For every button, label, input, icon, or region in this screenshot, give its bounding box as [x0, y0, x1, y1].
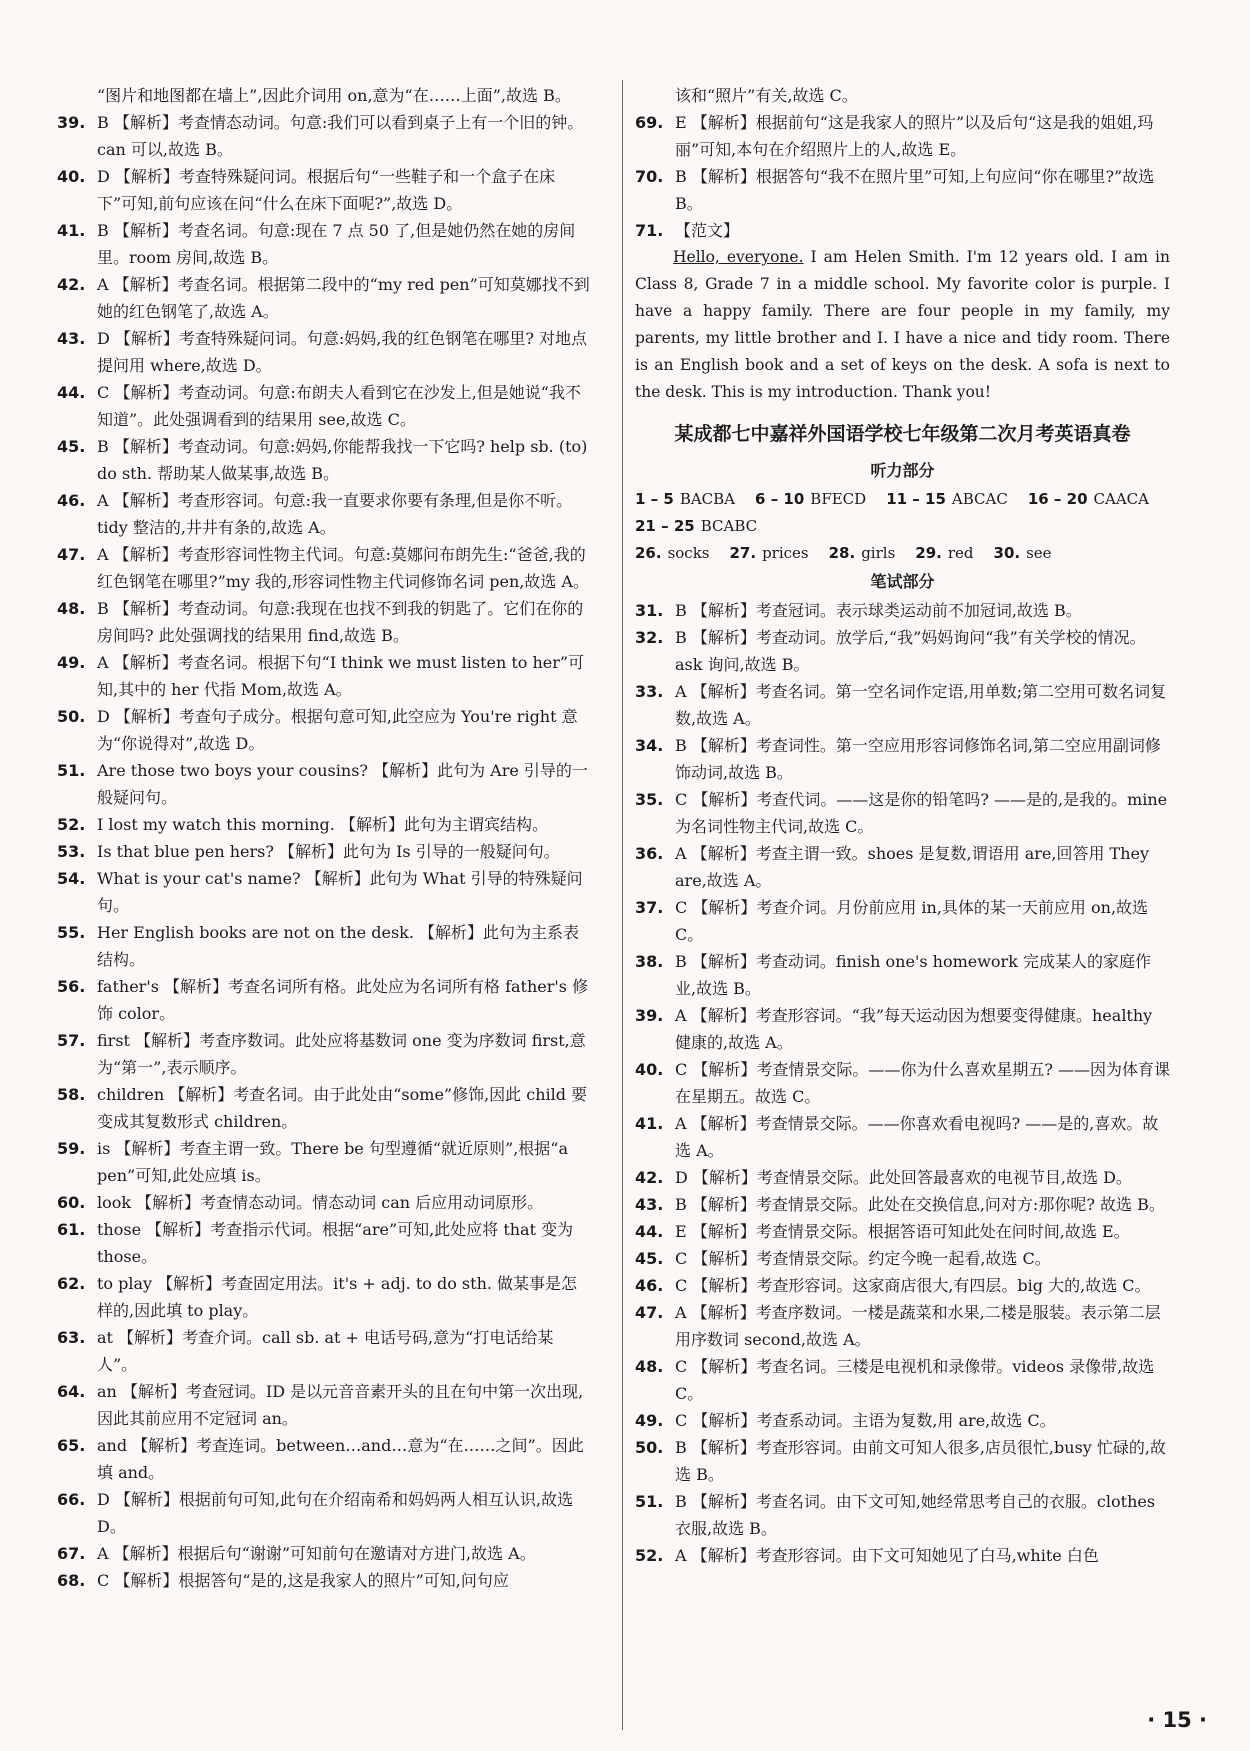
question-number: 63. [57, 1328, 86, 1347]
question-number: 37. [635, 898, 664, 917]
question-number: 64. [57, 1382, 86, 1401]
answer-text: B 【解析】考查名词。句意:现在 7 点 50 了,但是她仍然在她的房间里。room 房间,故选 B。 [97, 221, 576, 267]
answer-text: an 【解析】考查冠词。ID 是以元音音素开头的且在句中第一次出现,因此其前应用不定冠词 an。 [97, 1382, 584, 1428]
answer-value: CAACA [1093, 490, 1149, 508]
question-number: 40. [57, 167, 86, 186]
answer-entry [635, 678, 1170, 732]
question-number: 52. [635, 1546, 664, 1565]
question-number: 33. [635, 682, 664, 701]
answer-entry [57, 1540, 592, 1567]
answer-entry [57, 487, 592, 541]
left-entry-list [57, 109, 592, 1594]
answer-text: D 【解析】根据前句可知,此句在介绍南希和妈妈两人相互认识,故选 D。 [97, 1490, 574, 1536]
answer-entry [57, 1189, 592, 1216]
question-number: 42. [635, 1168, 664, 1187]
answer-entry [57, 1270, 592, 1324]
question-number: 39. [635, 1006, 664, 1025]
answer-entry [635, 894, 1170, 948]
answer-entry [57, 433, 592, 487]
answer-text: at 【解析】考查介词。call sb. at + 电话号码,意为“打电话给某人”。 [97, 1328, 554, 1374]
answer-entry [57, 325, 592, 379]
answer-entry [635, 1002, 1170, 1056]
answer-text: E 【解析】考查情景交际。根据答语可知此处在问时间,故选 E。 [675, 1222, 1130, 1241]
answer-range: 11 – 15 [886, 490, 946, 508]
answer-range: 21 – 25 [635, 517, 695, 535]
question-number: 51. [635, 1492, 664, 1511]
question-number: 41. [635, 1114, 664, 1133]
answer-text: Are those two boys your cousins? 【解析】此句为 Are 引导的一般疑问句。 [97, 761, 588, 807]
answer-text: C 【解析】根据答句“是的,这是我家人的照片”可知,问句应 [97, 1571, 509, 1590]
listening-words-row [635, 540, 1170, 567]
answer-entry [635, 1407, 1170, 1434]
answer-value: girls [861, 544, 896, 562]
answer-text: A 【解析】考查形容词。句意:我一直要求你要有条理,但是你不听。tidy 整洁的,井井有条的,故选 A。 [97, 491, 573, 537]
listening-answers-row-1 [635, 486, 1170, 513]
question-number: 49. [635, 1411, 664, 1430]
answer-text: B 【解析】考查情景交际。此处在交换信息,问对方:那你呢? 故选 B。 [675, 1195, 1165, 1214]
answer-entry [57, 379, 592, 433]
answer-entry [635, 217, 1170, 244]
answer-entry [635, 840, 1170, 894]
answer-range: 16 – 20 [1027, 490, 1088, 508]
answer-entry [57, 1378, 592, 1432]
answer-entry [635, 1245, 1170, 1272]
answer-text: to play 【解析】考查固定用法。it's + adj. to do sth. 做某事是怎样的,因此填 to play。 [97, 1274, 578, 1320]
question-number: 46. [57, 491, 86, 510]
question-number: 36. [635, 844, 664, 863]
answer-text: A 【解析】考查名词。根据第二段中的“my red pen”可知莫娜找不到她的红色钢笔了,故选 A。 [97, 275, 590, 321]
answer-text: B 【解析】考查动词。句意:我现在也找不到我的钥匙了。它们在你的房间吗? 此处强调找的结果用 find,故选 B。 [97, 599, 584, 645]
answer-text: B 【解析】考查动词。放学后,“我”妈妈询问“我”有关学校的情况。ask 询问,故选 B。 [675, 628, 1146, 674]
answer-range: 29. [915, 544, 942, 562]
answer-text: D 【解析】考查特殊疑问词。根据后句“一些鞋子和一个盒子在床下”可知,前句应该在问“什么在床下面呢?”,故选 D。 [97, 167, 556, 213]
question-number: 70. [635, 167, 664, 186]
answer-text: C 【解析】考查动词。句意:布朗夫人看到它在沙发上,但是她说“我不知道”。此处强调看到的结果用 see,故选 C。 [97, 383, 581, 429]
question-number: 71. [635, 221, 664, 240]
answer-entry [57, 973, 592, 1027]
question-number: 59. [57, 1139, 86, 1158]
listening-answers-row-2 [635, 513, 1170, 540]
question-number: 40. [635, 1060, 664, 1079]
question-number: 65. [57, 1436, 86, 1455]
question-number: 47. [57, 545, 86, 564]
answer-text: B 【解析】根据答句“我不在照片里”可知,上句应问“你在哪里?”故选 B。 [675, 167, 1155, 213]
answer-value: BACBA [679, 490, 736, 508]
answer-value: socks [667, 544, 710, 562]
question-number: 44. [57, 383, 86, 402]
continuation-text-body: 该和“照片”有关,故选 C。 [675, 86, 858, 105]
answer-entry [57, 1432, 592, 1486]
continuation-text [635, 82, 1170, 109]
answer-text: C 【解析】考查名词。三楼是电视机和录像带。videos 录像带,故选 C。 [675, 1357, 1155, 1403]
question-number: 53. [57, 842, 86, 861]
question-number: 57. [57, 1031, 86, 1050]
question-number: 44. [635, 1222, 664, 1241]
answer-entry [635, 1542, 1170, 1569]
question-number: 67. [57, 1544, 86, 1563]
essay-opening: Hello, everyone. [673, 248, 804, 266]
answer-text: What is your cat's name? 【解析】此句为 What 引导的特殊疑问句。 [97, 869, 583, 915]
answer-text: 【范文】 [675, 221, 740, 240]
answer-text: C 【解析】考查情景交际。——你为什么喜欢星期五? ——因为体育课在星期五。故选 C。 [675, 1060, 1170, 1106]
answer-text: Her English books are not on the desk. 【解析】此句为主系表结构。 [97, 923, 580, 969]
answer-text: D 【解析】考查特殊疑问词。句意:妈妈,我的红色钢笔在哪里? 对地点提问用 where,故选 D。 [97, 329, 588, 375]
continuation-text-body: “图片和地图都在墙上”,因此介词用 on,意为“在……上面”,故选 B。 [97, 86, 571, 105]
answer-entry [635, 597, 1170, 624]
page-number: · 15 · [1147, 1708, 1207, 1732]
column-divider [622, 80, 623, 1730]
answer-entry [57, 109, 592, 163]
right-entry-list-a [635, 109, 1170, 244]
question-number: 48. [57, 599, 86, 618]
answer-text: A 【解析】考查序数词。一楼是蔬菜和水果,二楼是服装。表示第二层用序数词 second,故选 A。 [675, 1303, 1161, 1349]
answer-entry [635, 1353, 1170, 1407]
answer-entry [57, 271, 592, 325]
model-essay [635, 244, 1170, 406]
question-number: 62. [57, 1274, 86, 1293]
answer-text: C 【解析】考查形容词。这家商店很大,有四层。big 大的,故选 C。 [675, 1276, 1151, 1295]
answer-entry [57, 1486, 592, 1540]
question-number: 42. [57, 275, 86, 294]
answer-entry [57, 757, 592, 811]
answer-value: BFECD [810, 490, 867, 508]
question-number: 66. [57, 1490, 86, 1509]
question-number: 69. [635, 113, 664, 132]
answer-text: first 【解析】考查序数词。此处应将基数词 one 变为序数词 first,意为“第一”,表示顺序。 [97, 1031, 586, 1077]
answer-range: 30. [993, 544, 1021, 562]
listening-title: 听力部分 [870, 461, 935, 480]
question-number: 32. [635, 628, 664, 647]
question-number: 50. [57, 707, 86, 726]
answer-text: children 【解析】考查名词。由于此处由“some”修饰,因此 child 要变成其复数形式 children。 [97, 1085, 588, 1131]
question-number: 45. [57, 437, 86, 456]
answer-text: C 【解析】考查代词。——这是你的铅笔吗? ——是的,是我的。mine 为名词性物主代词,故选 C。 [675, 790, 1168, 836]
answer-text: C 【解析】考查系动词。主语为复数,用 are,故选 C。 [675, 1411, 1056, 1430]
answer-text: A 【解析】考查名词。第一空名词作定语,用单数;第二空用可数名词复数,故选 A。 [675, 682, 1167, 728]
answer-entry [635, 1218, 1170, 1245]
answer-text: A 【解析】考查名词。根据下句“I think we must listen to her”可知,其中的 her 代指 Mom,故选 A。 [97, 653, 585, 699]
answer-value: ABCAC [951, 490, 1008, 508]
answer-entry [635, 1191, 1170, 1218]
answer-entry [57, 217, 592, 271]
answer-entry [57, 1081, 592, 1135]
written-title: 笔试部分 [870, 572, 935, 591]
question-number: 34. [635, 736, 664, 755]
answer-range: 27. [729, 544, 757, 562]
answer-entry [57, 1567, 592, 1594]
answer-entry [57, 1216, 592, 1270]
answer-text: is 【解析】考查主谓一致。There be 句型遵循“就近原则”,根据“a pen”可知,此处应填 is。 [97, 1139, 569, 1185]
answer-text: father's 【解析】考查名词所有格。此处应为名词所有格 father's 修饰 color。 [97, 977, 589, 1023]
question-number: 39. [57, 113, 86, 132]
continuation-text [57, 82, 592, 109]
answer-entry [635, 624, 1170, 678]
answer-text: A 【解析】考查主谓一致。shoes 是复数,谓语用 are,回答用 They are,故选 A。 [675, 844, 1150, 890]
answer-text: A 【解析】考查形容词。由下文可知她见了白马,white 白色 [675, 1546, 1099, 1565]
answer-entry [57, 1324, 592, 1378]
section-title: 某成都七中嘉祥外国语学校七年级第二次月考英语真卷 [674, 423, 1131, 445]
answer-entry [57, 649, 592, 703]
answer-entry [635, 1434, 1170, 1488]
answer-entry [635, 163, 1170, 217]
answer-range: 26. [635, 544, 662, 562]
answer-text: B 【解析】考查词性。第一空应用形容词修饰名词,第二空应用副词修饰动词,故选 B。 [675, 736, 1161, 782]
answer-text: B 【解析】考查冠词。表示球类运动前不加冠词,故选 B。 [675, 601, 1082, 620]
question-number: 43. [635, 1195, 664, 1214]
answer-text: Is that blue pen hers? 【解析】此句为 Is 引导的一般疑问句。 [97, 842, 560, 861]
answer-text: D 【解析】考查句子成分。根据句意可知,此空应为 You're right 意为“你说得对”,故选 D。 [97, 707, 578, 753]
answer-entry [57, 541, 592, 595]
answer-text: A 【解析】考查形容词性物主代词。句意:莫娜问布朗先生:“爸爸,我的红色钢笔在哪里?”my 我的,形容词性物主代词修饰名词 pen,故选 A。 [97, 545, 589, 591]
answer-text: B 【解析】考查情态动词。句意:我们可以看到桌子上有一个旧的钟。can 可以,故选 B。 [97, 113, 584, 159]
answer-text: E 【解析】根据前句“这是我家人的照片”以及后句“这是我的姐姐,玛丽”可知,本句在介绍照片上的人,故选 E。 [675, 113, 1154, 159]
answer-text: look 【解析】考查情态动词。情态动词 can 后应用动词原形。 [97, 1193, 544, 1212]
answer-entry [635, 109, 1170, 163]
question-number: 56. [57, 977, 86, 996]
answer-range: 6 – 10 [755, 490, 805, 508]
question-number: 38. [635, 952, 664, 971]
answer-entry [57, 919, 592, 973]
question-number: 68. [57, 1571, 86, 1590]
answer-entry [635, 948, 1170, 1002]
question-number: 50. [635, 1438, 664, 1457]
question-number: 48. [635, 1357, 664, 1376]
answer-text: D 【解析】考查情景交际。此处回答最喜欢的电视节目,故选 D。 [675, 1168, 1132, 1187]
right-column [635, 82, 1170, 1569]
question-number: 60. [57, 1193, 86, 1212]
question-number: 49. [57, 653, 86, 672]
answer-text: those 【解析】考查指示代词。根据“are”可知,此处应将 that 变为 those。 [97, 1220, 574, 1266]
answer-value: BCABC [700, 517, 758, 535]
answer-entry [635, 732, 1170, 786]
question-number: 55. [57, 923, 86, 942]
right-entry-list-b [635, 597, 1170, 1569]
question-number: 46. [635, 1276, 664, 1295]
answer-text: A 【解析】考查形容词。“我”每天运动因为想要变得健康。healthy 健康的,故选 A。 [675, 1006, 1153, 1052]
answer-entry [635, 1110, 1170, 1164]
answer-value: see [1026, 544, 1052, 562]
answer-entry [635, 1299, 1170, 1353]
question-number: 52. [57, 815, 86, 834]
answer-text: A 【解析】考查情景交际。——你喜欢看电视吗? ——是的,喜欢。故选 A。 [675, 1114, 1159, 1160]
question-number: 54. [57, 869, 86, 888]
answer-entry [57, 811, 592, 838]
essay-body: I am Helen Smith. I'm 12 years old. I am in Class 8, Grade 7 in a middle school. My favorite color is purple. I have a happy family. There are four people in my family, my parents, my little brother and I. I have a nice and tidy room. There is an English book and a set of keys on the desk. A sofa is next to the desk. This is my introduction. Thank you! [635, 248, 1170, 401]
answer-text: B 【解析】考查名词。由下文可知,她经常思考自己的衣服。clothes 衣服,故选 B。 [675, 1492, 1156, 1538]
answer-entry [635, 1164, 1170, 1191]
question-number: 43. [57, 329, 86, 348]
answer-text: C 【解析】考查情景交际。约定今晚一起看,故选 C。 [675, 1249, 1051, 1268]
answer-entry [57, 595, 592, 649]
answer-entry [635, 786, 1170, 840]
answer-entry [635, 1056, 1170, 1110]
answer-text: A 【解析】根据后句“谢谢”可知前句在邀请对方进门,故选 A。 [97, 1544, 536, 1563]
answer-value: prices [762, 544, 809, 562]
question-number: 47. [635, 1303, 664, 1322]
answer-text: C 【解析】考查介词。月份前应用 in,具体的某一天前应用 on,故选 C。 [675, 898, 1149, 944]
answer-text: and 【解析】考查连词。between…and…意为“在……之间”。因此填 and。 [97, 1436, 584, 1482]
answer-entry [57, 703, 592, 757]
answer-text: I lost my watch this morning. 【解析】此句为主谓宾结构。 [97, 815, 548, 834]
answer-entry [57, 865, 592, 919]
answer-range: 28. [828, 544, 856, 562]
question-number: 45. [635, 1249, 664, 1268]
answer-text: B 【解析】考查形容词。由前文可知人很多,店员很忙,busy 忙碌的,故选 B。 [675, 1438, 1166, 1484]
answer-entry [57, 163, 592, 217]
question-number: 35. [635, 790, 664, 809]
answer-entry [57, 1027, 592, 1081]
answer-entry [57, 838, 592, 865]
answer-text: B 【解析】考查动词。句意:妈妈,你能帮我找一下它吗? help sb. (to) do sth. 帮助某人做某事,故选 B。 [97, 437, 588, 483]
answer-entry [635, 1488, 1170, 1542]
answer-entry [635, 1272, 1170, 1299]
question-number: 41. [57, 221, 86, 240]
question-number: 51. [57, 761, 86, 780]
question-number: 31. [635, 601, 664, 620]
answer-text: B 【解析】考查动词。finish one's homework 完成某人的家庭作业,故选 B。 [675, 952, 1151, 998]
question-number: 61. [57, 1220, 86, 1239]
answer-value: red [947, 544, 974, 562]
answer-range: 1 – 5 [635, 490, 674, 508]
left-column [57, 82, 592, 1594]
question-number: 58. [57, 1085, 86, 1104]
answer-entry [57, 1135, 592, 1189]
